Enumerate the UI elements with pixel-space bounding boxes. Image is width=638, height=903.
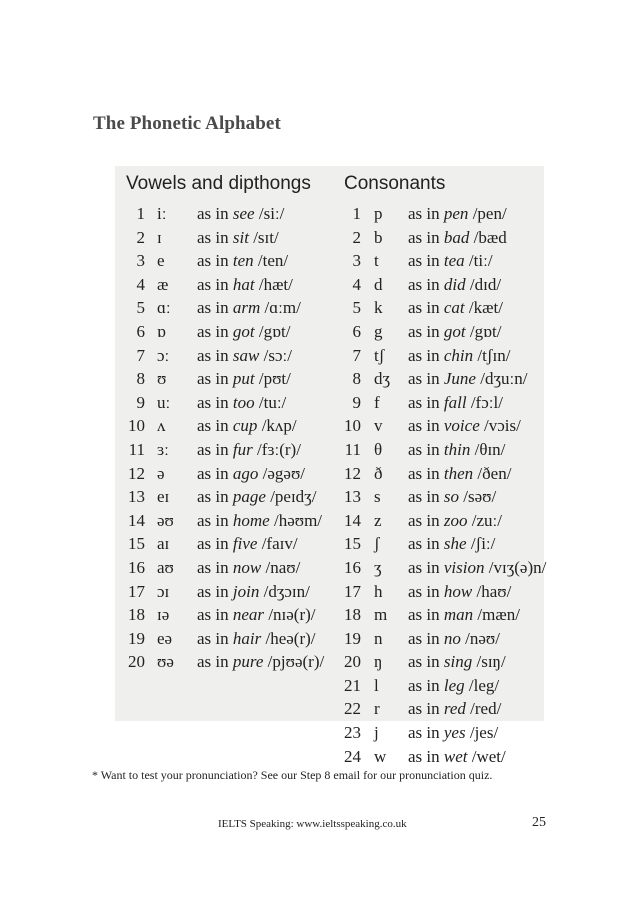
phoneme-symbol: ʃ [374,534,380,554]
example-prefix: as in [197,605,233,625]
example-prefix: as in [197,369,233,389]
phoneme-number: 1 [136,204,145,223]
phoneme-number: 6 [136,321,145,341]
page-title: The Phonetic Alphabet [93,113,281,134]
phoneme-symbol: aʊ [157,557,174,577]
example [197,509,322,533]
example [408,320,501,344]
example-word: fur [232,439,253,459]
phoneme-symbol: æ [157,274,169,294]
example [197,462,305,486]
example-ipa: /zuː/ [467,510,502,530]
example-prefix: as in [408,204,444,223]
example-ipa: /pen/ [468,204,507,223]
phoneme-number: 19 [344,628,361,648]
example-ipa: /fɜː(r)/ [252,439,301,459]
phoneme-number: 15 [128,534,145,554]
example [408,485,496,509]
example-word: thin [443,439,471,459]
example-prefix: as in [408,227,444,247]
example-prefix: as in [197,439,233,459]
example-ipa: /faɪv/ [257,534,298,554]
example-word: cat [443,298,465,318]
example-prefix: as in [197,487,233,507]
example [408,532,495,556]
example-prefix: as in [408,487,444,507]
example-word: pure [232,652,264,672]
example [408,556,546,580]
example-ipa: /kæt/ [464,298,503,318]
phoneme-number: 1 [352,204,361,223]
example-prefix: as in [197,274,233,294]
example-prefix: as in [197,251,233,271]
example-ipa: /vɪʒ(ə)n/ [484,557,547,577]
example-word: page [232,487,266,507]
example-word: pen [443,204,469,223]
example-word: how [443,581,473,601]
example-ipa: /ðen/ [473,463,512,483]
example-prefix: as in [197,416,233,436]
example-prefix: as in [197,652,233,672]
phoneme-symbol: l [374,675,379,695]
phoneme-symbol: ɔː [157,345,170,365]
example-word: so [443,487,460,507]
example-word: did [443,274,466,294]
example [408,650,506,674]
example [197,202,284,226]
example-ipa: /pjʊə(r)/ [263,652,325,672]
example-ipa: /tiː/ [464,251,493,271]
phoneme-number: 4 [136,274,145,294]
example-word: sing [443,652,473,672]
example [197,249,288,273]
example-ipa: /mæn/ [473,605,520,625]
phoneme-number: 5 [352,298,361,318]
example-ipa: /hæt/ [254,274,293,294]
example [408,674,499,698]
example-word: bad [443,227,470,247]
example-prefix: as in [408,557,444,577]
example [408,580,511,604]
example-ipa: /tuː/ [254,392,287,412]
phoneme-number: 18 [128,605,145,625]
phoneme-symbol: v [374,416,383,436]
phoneme-symbol: ɔɪ [157,581,170,601]
phoneme-number: 22 [344,699,361,719]
example-ipa: /ten/ [253,251,289,271]
example-prefix: as in [408,675,444,695]
example-ipa: /heə(r)/ [261,628,316,648]
example-word: got [443,321,466,341]
phoneme-symbol: d [374,274,383,294]
phoneme-number: 4 [352,274,361,294]
example-ipa: /nɪə(r)/ [264,605,316,625]
example [408,627,500,651]
example-prefix: as in [197,392,233,412]
phoneme-symbol: θ [374,439,383,459]
example-prefix: as in [408,652,444,672]
example [408,745,506,769]
example-prefix: as in [197,463,233,483]
phoneme-number: 3 [136,251,145,271]
example [197,414,297,438]
example [408,438,505,462]
example [408,509,502,533]
example [197,367,291,391]
example-ipa: /ɑːm/ [260,298,301,318]
example-word: voice [443,416,480,436]
phoneme-number: 8 [136,369,145,389]
phoneme-symbol: h [374,581,383,601]
phoneme-number: 9 [352,392,361,412]
example-word: five [232,534,258,554]
phoneme-number: 14 [344,510,361,530]
example-word: put [232,369,255,389]
phoneme-number: 19 [128,628,145,648]
phoneme-number: 18 [344,605,361,625]
example-prefix: as in [408,463,444,483]
example-prefix: as in [197,581,233,601]
phoneme-symbol: ʊ [157,369,167,389]
phoneme-symbol: t [374,251,379,271]
phoneme-symbol: k [374,298,383,318]
phoneme-number: 3 [352,251,361,271]
example [408,273,501,297]
example [197,650,324,674]
example [197,438,301,462]
example-ipa: /tʃɪn/ [473,345,511,365]
example-ipa: /səʊ/ [459,487,497,507]
example-ipa: /pʊt/ [254,369,291,389]
example [408,344,510,368]
phoneme-number: 16 [128,557,145,577]
example-word: tea [443,251,465,271]
example-prefix: as in [408,274,444,294]
phoneme-number: 17 [344,581,361,601]
example [197,320,290,344]
example [197,627,316,651]
example-prefix: as in [197,510,233,530]
phoneme-number: 12 [128,463,145,483]
phoneme-symbol: eɪ [157,487,170,507]
example-prefix: as in [408,392,444,412]
phoneme-symbol: dʒ [374,369,391,389]
example [197,556,300,580]
example [408,367,527,391]
example [197,296,301,320]
phoneme-symbol: ɪ [157,227,162,247]
example-prefix: as in [197,321,233,341]
example-word: no [443,628,461,648]
example-word: cup [232,416,258,436]
phoneme-number: 23 [344,723,361,743]
consonants-heading: Consonants [344,173,446,194]
example [408,391,503,415]
example-prefix: as in [408,369,444,389]
phoneme-number: 20 [344,652,361,672]
example-word: join [232,581,260,601]
example-word: yes [443,723,466,743]
example [197,226,279,250]
phoneme-symbol: uː [157,392,171,412]
phoneme-number: 14 [128,510,145,530]
phoneme-number: 11 [344,439,361,459]
phoneme-number: 21 [344,675,361,695]
example-word: red [443,699,466,719]
phoneme-number: 13 [344,487,361,507]
example-word: saw [232,345,260,365]
example-prefix: as in [408,439,444,459]
vowels-heading: Vowels and dipthongs [126,173,311,194]
example-prefix: as in [408,746,444,766]
example-ipa: /əgəʊ/ [258,463,306,483]
example-word: now [232,557,262,577]
example-ipa: /dʒuːn/ [475,369,528,389]
example-word: too [232,392,255,412]
example-word: wet [443,746,468,766]
phoneme-symbol: ɪə [157,605,170,625]
example-prefix: as in [408,581,444,601]
example-ipa: /sɔː/ [259,345,292,365]
example [408,296,503,320]
example-prefix: as in [197,204,233,223]
example [408,603,520,627]
example-prefix: as in [408,298,444,318]
phoneme-number: 6 [352,321,361,341]
example-ipa: /haʊ/ [472,581,512,601]
example-ipa: /həʊm/ [269,510,323,530]
example-word: hair [232,628,262,648]
phoneme-number: 20 [128,652,145,672]
example-word: sit [232,227,249,247]
example-ipa: /sɪt/ [248,227,279,247]
phoneme-symbol: e [157,251,165,271]
example-ipa: /gɒt/ [254,321,291,341]
example-ipa: /gɒt/ [465,321,502,341]
example [197,485,316,509]
example-word: ago [232,463,259,483]
example-word: chin [443,345,474,365]
phoneme-number: 2 [136,227,145,247]
example-prefix: as in [408,510,444,530]
phoneme-number: 8 [352,369,361,389]
example-ipa: /naʊ/ [261,557,301,577]
phoneme-number: 2 [352,227,361,247]
phoneme-symbol: r [374,699,380,719]
example-word: June [443,369,476,389]
phoneme-symbol: ð [374,463,383,483]
example [197,273,293,297]
example [408,414,521,438]
example-prefix: as in [408,723,444,743]
footnote: * Want to test your pronunciation? See our Step 8 email for our pronunciation quiz. [92,768,493,782]
phoneme-symbol: ŋ [374,652,383,672]
example [408,721,498,745]
phoneme-number: 12 [344,463,361,483]
phoneme-number: 16 [344,557,361,577]
phoneme-symbol: s [374,487,381,507]
example-word: home [232,510,270,530]
example-prefix: as in [197,628,233,648]
example-word: leg [443,675,465,695]
example-ipa: /θɪn/ [470,439,506,459]
phoneme-number: 9 [136,392,145,412]
example-ipa: /jes/ [465,723,499,743]
example-ipa: /ʃiː/ [466,534,496,554]
example-word: man [443,605,474,625]
example-prefix: as in [197,534,233,554]
phoneme-symbol: iː [157,204,167,223]
example-prefix: as in [197,345,233,365]
phoneme-symbol: n [374,628,383,648]
example [197,391,286,415]
phoneme-symbol: aɪ [157,534,170,554]
phoneme-number: 13 [128,487,145,507]
footer-source: IELTS Speaking: www.ieltsspeaking.co.uk [218,818,407,830]
page-number: 25 [532,815,546,830]
phoneme-symbol: ɒ [157,321,166,341]
phoneme-number: 5 [136,298,145,318]
example-prefix: as in [408,605,444,625]
phoneme-symbol: z [374,510,382,530]
example [408,226,507,250]
example-word: fall [443,392,467,412]
phoneme-number: 24 [344,746,361,766]
phoneme-number: 15 [344,534,361,554]
example-prefix: as in [408,345,444,365]
phoneme-symbol: ɜː [157,439,169,459]
phoneme-symbol: j [374,723,379,743]
example-ipa: /siː/ [254,204,285,223]
phoneme-number: 10 [128,416,145,436]
example [408,697,501,721]
example-ipa: /sɪŋ/ [472,652,506,672]
example [408,249,493,273]
example-word: hat [232,274,255,294]
phoneme-symbol: ʒ [374,557,382,577]
example-ipa: /fɔːl/ [466,392,503,412]
example-word: she [443,534,467,554]
example-ipa: /nəʊ/ [460,628,500,648]
example-prefix: as in [197,227,233,247]
example-prefix: as in [408,416,444,436]
phoneme-symbol: ɑː [157,298,171,318]
example-ipa: /wet/ [467,746,506,766]
phoneme-number: 10 [344,416,361,436]
phoneme-number: 7 [136,345,145,365]
phoneme-symbol: ʊə [157,652,174,672]
phoneme-symbol: m [374,605,388,625]
example-ipa: /vɔis/ [479,416,521,436]
example-prefix: as in [408,534,444,554]
phoneme-number: 11 [128,439,145,459]
phoneme-symbol: tʃ [374,345,385,365]
phoneme-symbol: f [374,392,380,412]
example [408,202,507,226]
phoneme-symbol: p [374,204,383,223]
example-prefix: as in [408,699,444,719]
phoneme-number: 7 [352,345,361,365]
example-word: vision [443,557,485,577]
example-ipa: /leg/ [464,675,500,695]
example-prefix: as in [197,298,233,318]
phoneme-symbol: eə [157,628,173,648]
example-word: near [232,605,265,625]
example [408,462,511,486]
example-word: arm [232,298,261,318]
example [197,532,298,556]
phoneme-symbol: ə [157,463,165,483]
phoneme-symbol: ʌ [157,416,166,436]
phoneme-symbol: g [374,321,383,341]
phoneme-symbol: w [374,746,387,766]
phoneme-symbol: b [374,227,383,247]
example [197,603,316,627]
example-word: ten [232,251,254,271]
example-ipa: /dʒɔɪn/ [259,581,310,601]
example-word: got [232,321,255,341]
example-ipa: /dɪd/ [465,274,502,294]
example-prefix: as in [408,251,444,271]
example-prefix: as in [197,557,233,577]
example-word: then [443,463,474,483]
example-ipa: /bæd [469,227,507,247]
phonetic-chart [115,166,547,766]
example-word: see [232,204,255,223]
example-prefix: as in [408,321,444,341]
example-ipa: /peɪdʒ/ [265,487,317,507]
example [197,580,310,604]
phoneme-number: 17 [128,581,145,601]
example-ipa: /kʌp/ [257,416,297,436]
example-ipa: /red/ [465,699,502,719]
phoneme-symbol: əʊ [157,510,174,530]
example-prefix: as in [408,628,444,648]
example-word: zoo [443,510,468,530]
example [197,344,292,368]
